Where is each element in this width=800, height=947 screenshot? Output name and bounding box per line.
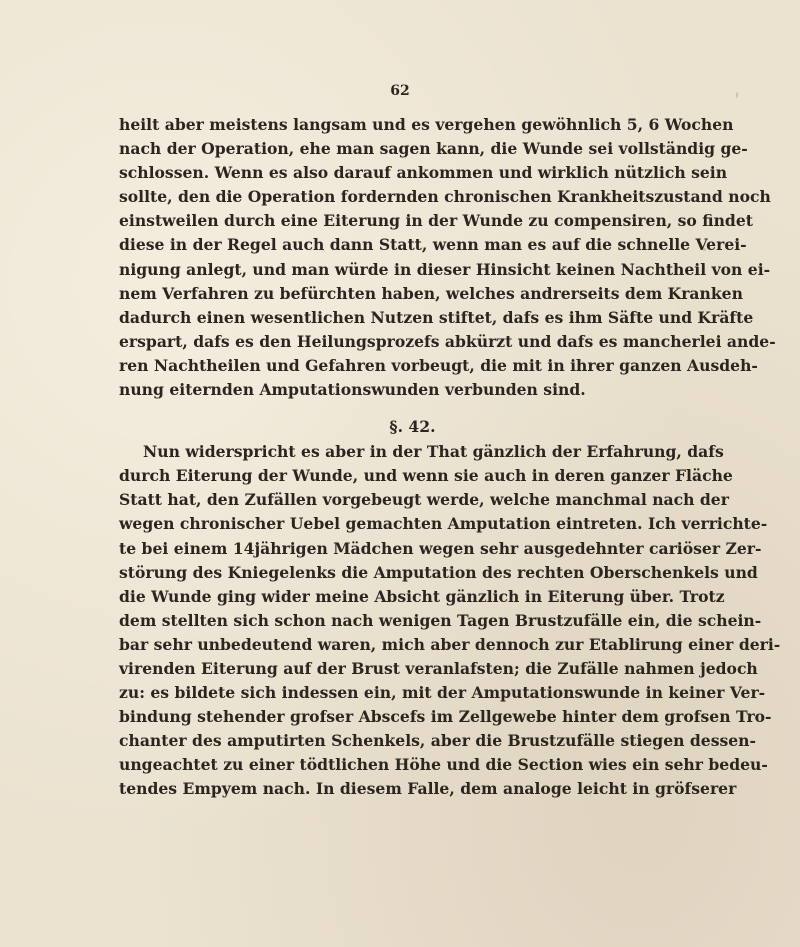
text-line: nigung anlegt, und man würde in dieser Hinsicht keinen Nachtheil von ei- [119,259,771,279]
text-line: durch Eiterung der Wunde, und wenn sie auch in deren ganzer Fläche [119,466,733,486]
section-heading: §. 42. [389,417,436,437]
text-line: te bei einem 14jährigen Mädchen wegen sehr ausgedehnter cariöser Zer- [119,538,762,558]
paragraph-2 [119,440,781,801]
text-line: diese in der Regel auch dann Statt, wenn man es auf die schnelle Verei- [119,235,747,255]
text-line: heilt aber meistens langsam und es vergehen gewöhnlich 5, 6 Wochen [119,115,734,134]
text-line: sollte, den die Operation fordernden chronischen Krankheitszustand noch [119,187,771,207]
body-text [119,113,781,802]
text-line: bar sehr unbedeutend waren, mich aber dennoch zur Etablirung einer deri- [119,634,781,654]
text-line: nem Verfahren zu befürchten haben, welches andrerseits dem Kranken [119,283,743,303]
text-line: die Wunde ging wider meine Absicht gänzlich in Eiterung über. Trotz [119,586,725,606]
paragraph-1 [119,113,776,402]
text-line: dadurch einen wesentlichen Nutzen stiftet, dafs es ihm Säfte und Kräfte [119,307,754,327]
text-line: nung eiternden Amputationswunden verbunden sind. [119,380,586,400]
text-line: störung des Kniegelenks die Amputation des rechten Oberschenkels und [119,562,758,582]
page-number: 62 [390,83,410,99]
text-line: wegen chronischer Uebel gemachten Amputation eintreten. Ich verrichte- [119,514,768,534]
text-line: virenden Eiterung auf der Brust veranlafsten; die Zufälle nahmen jedoch [119,658,758,678]
text-line: schlossen. Wenn es also darauf ankommen und wirklich nützlich sein [119,163,728,183]
text-line: nach der Operation, ehe man sagen kann, die Wunde sei vollständig ge- [119,139,748,159]
paper-speck [736,92,738,98]
text-line: zu: es bildete sich indessen ein, mit der Amputationswunde in keiner Ver- [119,683,766,703]
text-line: ren Nachtheilen und Gefahren vorbeugt, die mit in ihrer ganzen Ausdeh- [119,355,758,375]
text-line: Nun widerspricht es aber in der That gänzlich der Erfahrung, dafs [143,442,724,462]
text-line: einstweilen durch eine Eiterung in der Wunde zu compensiren, so findet [119,211,753,231]
text-line: Statt hat, den Zufällen vorgebeugt werde, welche manchmal nach der [119,490,729,510]
text-line: dem stellten sich schon nach wenigen Tagen Brustzufälle ein, die schein- [119,610,762,630]
text-line: erspart, dafs es den Heilungsprozefs abkürzt und dafs es mancherlei ande- [119,331,776,351]
text-line: bindung stehender grofser Abscefs im Zellgewebe hinter dem grofsen Tro- [119,707,772,727]
text-line: chanter des amputirten Schenkels, aber die Brustzufälle stiegen dessen- [119,731,756,751]
text-line: ungeachtet zu einer tödtlichen Höhe und die Section wies ein sehr bedeu- [119,755,768,775]
text-line: tendes Empyem nach. In diesem Falle, dem analoge leicht in gröfserer [119,779,737,799]
